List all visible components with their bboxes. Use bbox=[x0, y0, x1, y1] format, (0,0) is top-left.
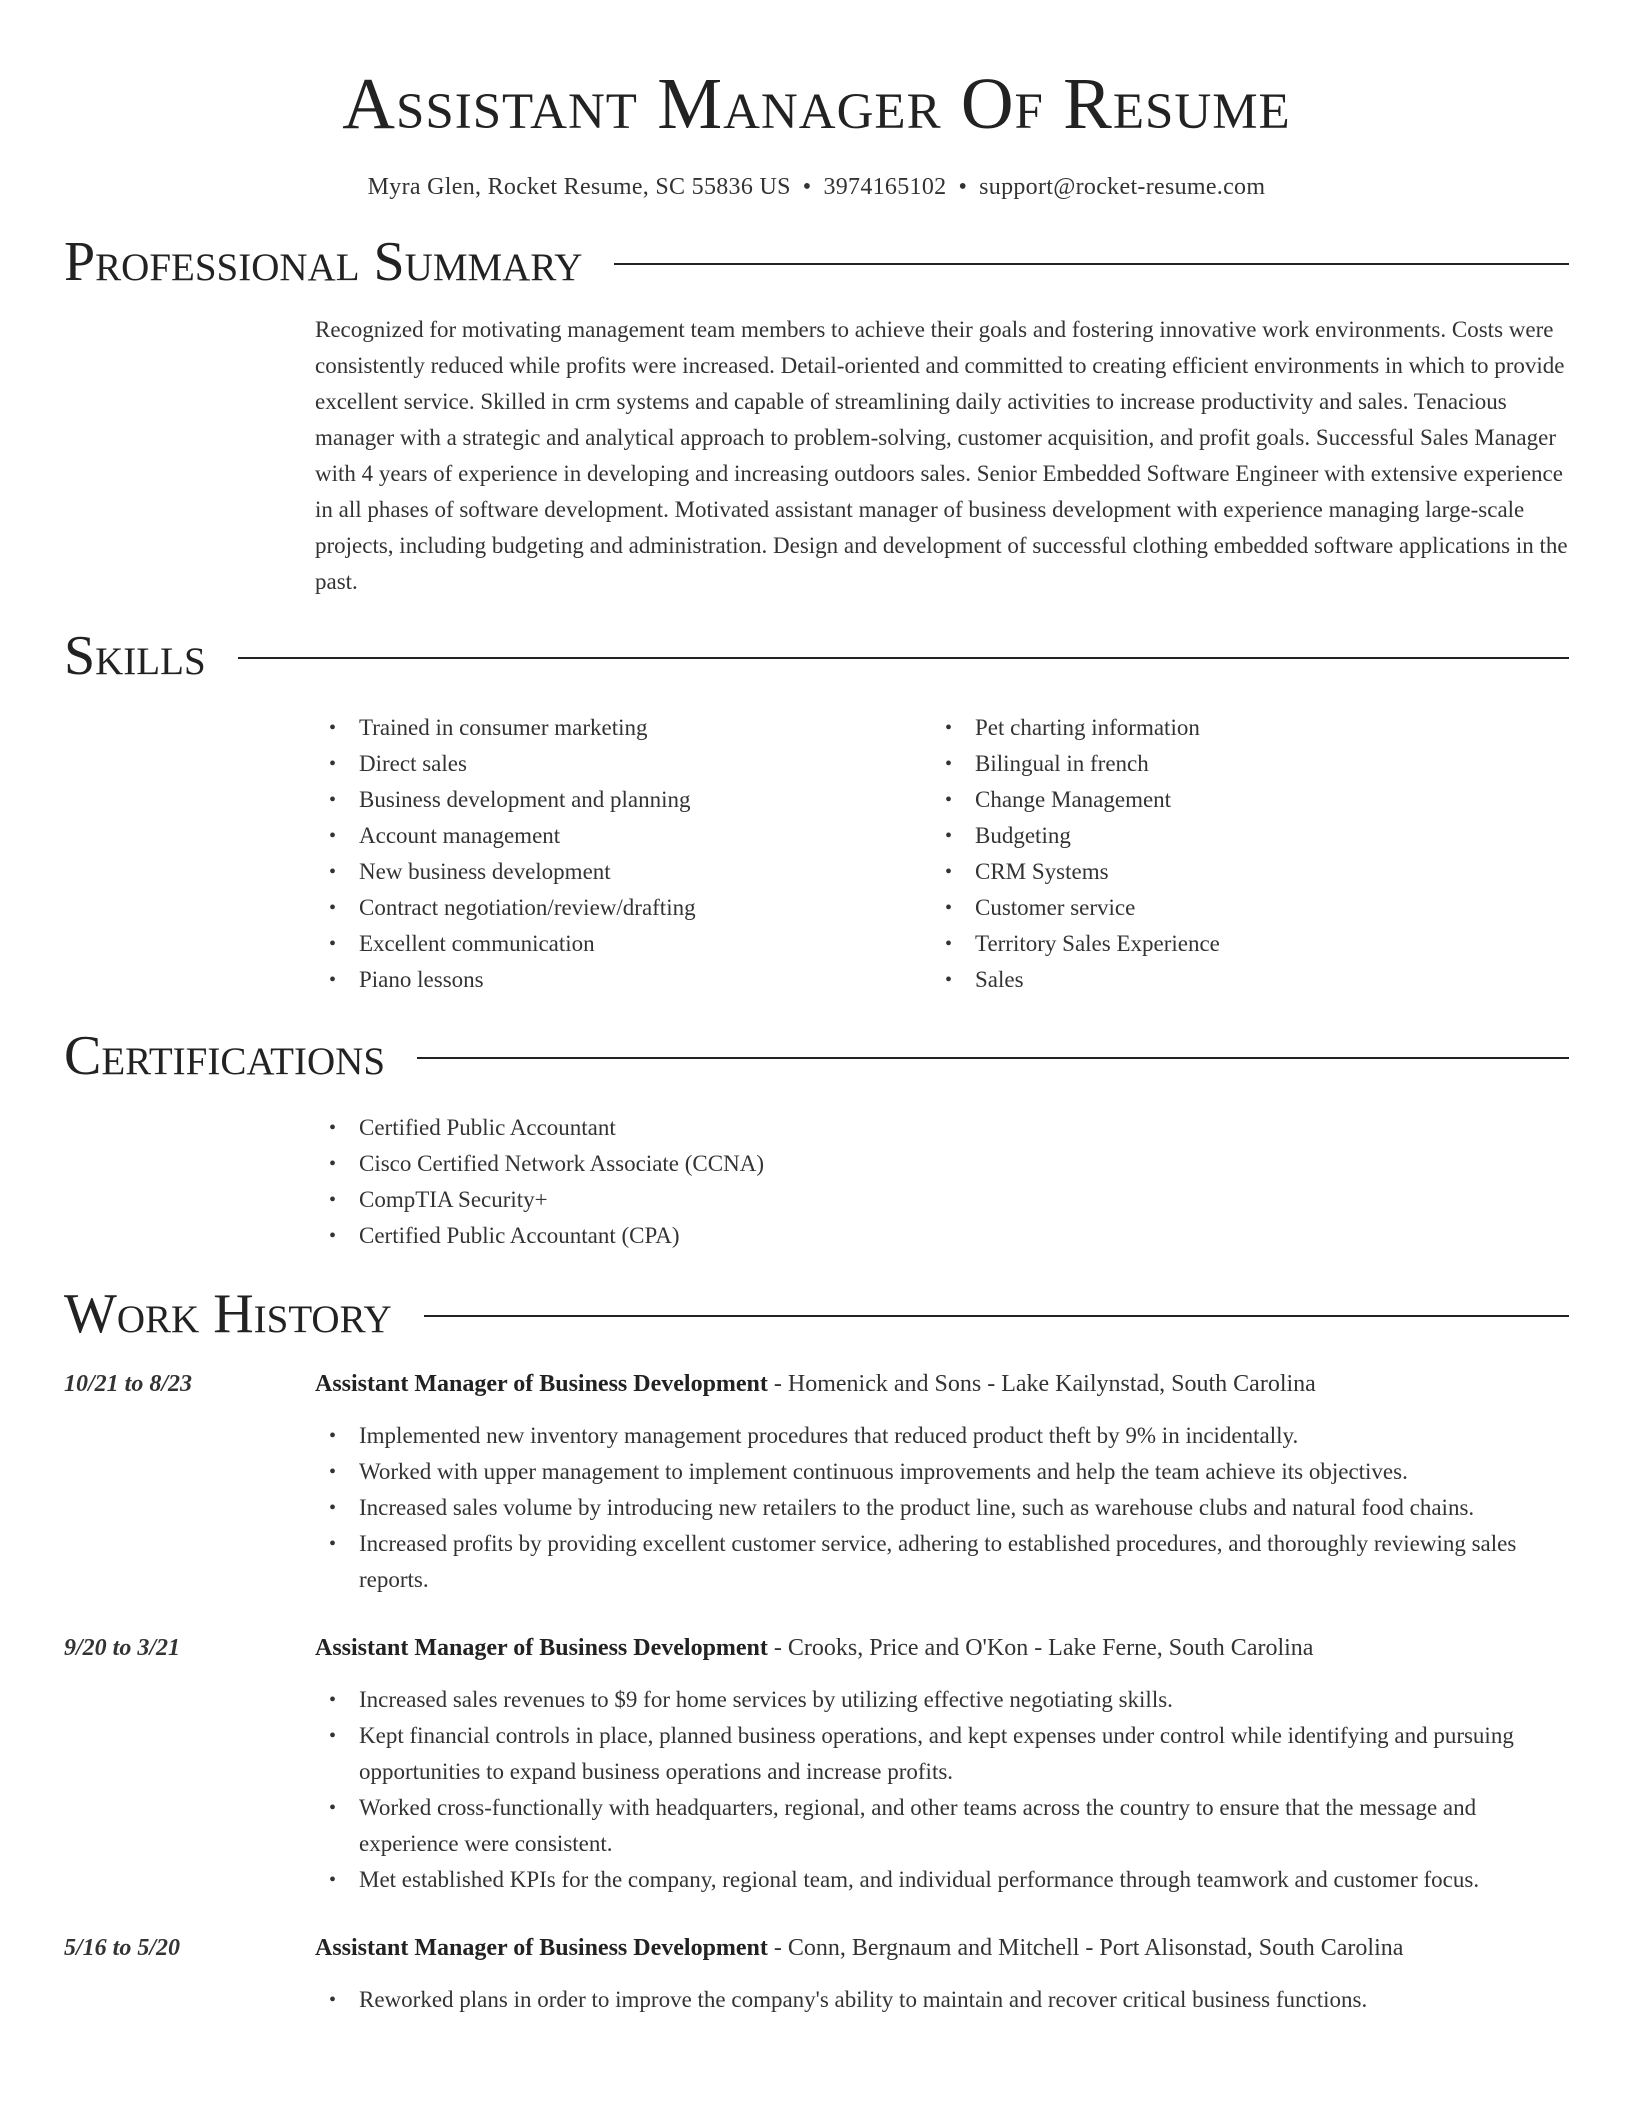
contact-phone: 3974165102 bbox=[823, 174, 947, 200]
contact-email[interactable]: support@rocket-resume.com bbox=[979, 174, 1266, 200]
contact-line bbox=[64, 172, 1569, 202]
job-details bbox=[315, 1932, 1569, 2018]
skill-item: • New business development bbox=[315, 854, 931, 890]
skill-item: • Bilingual in french bbox=[931, 746, 1547, 782]
certification-item: • Certified Public Accountant bbox=[315, 1110, 1569, 1146]
job-bullet: • Worked with upper management to implement continuous improvements and help the team achieve its objectives. bbox=[315, 1454, 1569, 1490]
job-employer: - Conn, Bergnaum and Mitchell - Port Alisonstad, South Carolina bbox=[767, 1935, 1404, 1961]
job-bullet: • Worked cross-functionally with headquarters, regional, and other teams across the country to ensure that the message and experience were consistent. bbox=[315, 1790, 1569, 1862]
skills-list-left bbox=[315, 710, 931, 998]
work-history-list bbox=[64, 1368, 1569, 2018]
resume-header bbox=[64, 0, 1569, 202]
certification-item: • Certified Public Accountant (CPA) bbox=[315, 1218, 1569, 1254]
job-title-line bbox=[315, 1932, 1569, 1964]
skill-item: • Excellent communication bbox=[315, 926, 931, 962]
job-employer: - Homenick and Sons - Lake Kailynstad, South Carolina bbox=[767, 1371, 1316, 1397]
job-details bbox=[315, 1632, 1569, 1898]
certifications-section-heading bbox=[64, 1024, 1569, 1088]
job-title-line bbox=[315, 1632, 1569, 1664]
job-employer: - Crooks, Price and O'Kon - Lake Ferne, South Carolina bbox=[767, 1635, 1314, 1661]
contact-separator: • bbox=[802, 174, 812, 200]
job-title-line bbox=[315, 1368, 1569, 1400]
job-bullet: • Kept financial controls in place, planned business operations, and kept expenses under control while identifying and pursuing opportunities to expand business operations and increase profits. bbox=[315, 1718, 1569, 1790]
section-divider bbox=[417, 1057, 1569, 1059]
job-bullet: • Implemented new inventory management procedures that reduced product theft by 9% in incidentally. bbox=[315, 1418, 1569, 1454]
job-entry bbox=[64, 1632, 1569, 1898]
skill-item: • Customer service bbox=[931, 890, 1547, 926]
section-divider bbox=[614, 263, 1569, 265]
job-dates: 5/16 to 5/20 bbox=[64, 1935, 181, 1961]
job-entry bbox=[64, 1932, 1569, 2018]
summary-section-heading bbox=[64, 230, 1569, 294]
skills-heading: Skills bbox=[64, 625, 206, 687]
job-details bbox=[315, 1368, 1569, 1598]
skill-item: • Business development and planning bbox=[315, 782, 931, 818]
summary-text: Recognized for motivating management team members to achieve their goals and fostering innovative work environments. Costs were consistently reduced while profits were increased. Detail-oriented and committed to creating efficient environments in which to provide excellent service. Skilled in crm systems and capable of streamlining daily activities to increase productivity and sales. Tenacious manager with a strategic and analytical approach to problem-solving, customer acquisition, and profit goals. Successful Sales Manager with 4 years of experience in developing and increasing outdoors sales. Senior Embedded Software Engineer with extensive experience in all phases of software development. Motivated assistant manager of business development with experience managing large-scale projects, including budgeting and administration. Design and development of successful clothing embedded software applications in the past. bbox=[315, 317, 1568, 594]
certifications-heading: Certifications bbox=[64, 1025, 386, 1087]
skill-item: • Trained in consumer marketing bbox=[315, 710, 931, 746]
contact-separator: • bbox=[958, 174, 968, 200]
skill-item: • Territory Sales Experience bbox=[931, 926, 1547, 962]
skill-item: • Sales bbox=[931, 962, 1547, 998]
resume-name: Assistant Manager Of Resume bbox=[342, 63, 1291, 144]
skill-item: • Piano lessons bbox=[315, 962, 931, 998]
job-entry bbox=[64, 1368, 1569, 1598]
job-title: Assistant Manager of Business Development bbox=[315, 1371, 768, 1397]
job-bullet: • Met established KPIs for the company, regional team, and individual performance through teamwork and customer focus. bbox=[315, 1862, 1569, 1898]
job-bullets bbox=[315, 1682, 1569, 1898]
job-title: Assistant Manager of Business Development bbox=[315, 1635, 768, 1661]
skill-item: • Account management bbox=[315, 818, 931, 854]
job-dates: 10/21 to 8/23 bbox=[64, 1371, 193, 1397]
skill-item: • Pet charting information bbox=[931, 710, 1547, 746]
section-divider bbox=[238, 657, 1569, 659]
summary-heading: Professional Summary bbox=[64, 231, 583, 293]
skill-item: • Change Management bbox=[931, 782, 1547, 818]
skill-item: • Budgeting bbox=[931, 818, 1547, 854]
skill-item: • Contract negotiation/review/drafting bbox=[315, 890, 931, 926]
skills-grid bbox=[315, 710, 1569, 998]
section-divider bbox=[424, 1315, 1569, 1317]
job-title: Assistant Manager of Business Development bbox=[315, 1935, 768, 1961]
certification-item: • Cisco Certified Network Associate (CCNA) bbox=[315, 1146, 1569, 1182]
job-bullet: • Increased profits by providing excellent customer service, adhering to established procedures, and thoroughly reviewing sales reports. bbox=[315, 1526, 1569, 1598]
job-bullet: • Reworked plans in order to improve the company's ability to maintain and recover critical business functions. bbox=[315, 1982, 1569, 2018]
skills-section-heading bbox=[64, 624, 1569, 688]
job-bullet: • Increased sales volume by introducing new retailers to the product line, such as warehouse clubs and natural food chains. bbox=[315, 1490, 1569, 1526]
work-heading: Work History bbox=[64, 1283, 392, 1345]
job-bullet: • Increased sales revenues to $9 for home services by utilizing effective negotiating skills. bbox=[315, 1682, 1569, 1718]
skill-item: • Direct sales bbox=[315, 746, 931, 782]
job-bullets bbox=[315, 1418, 1569, 1598]
contact-address: Myra Glen, Rocket Resume, SC 55836 US bbox=[367, 174, 791, 200]
skill-item: • CRM Systems bbox=[931, 854, 1547, 890]
job-bullets bbox=[315, 1982, 1569, 2018]
job-dates: 9/20 to 3/21 bbox=[64, 1635, 181, 1661]
certifications-list bbox=[315, 1110, 1569, 1254]
work-section-heading bbox=[64, 1282, 1569, 1346]
skills-list-right bbox=[931, 710, 1547, 998]
certification-item: • CompTIA Security+ bbox=[315, 1182, 1569, 1218]
